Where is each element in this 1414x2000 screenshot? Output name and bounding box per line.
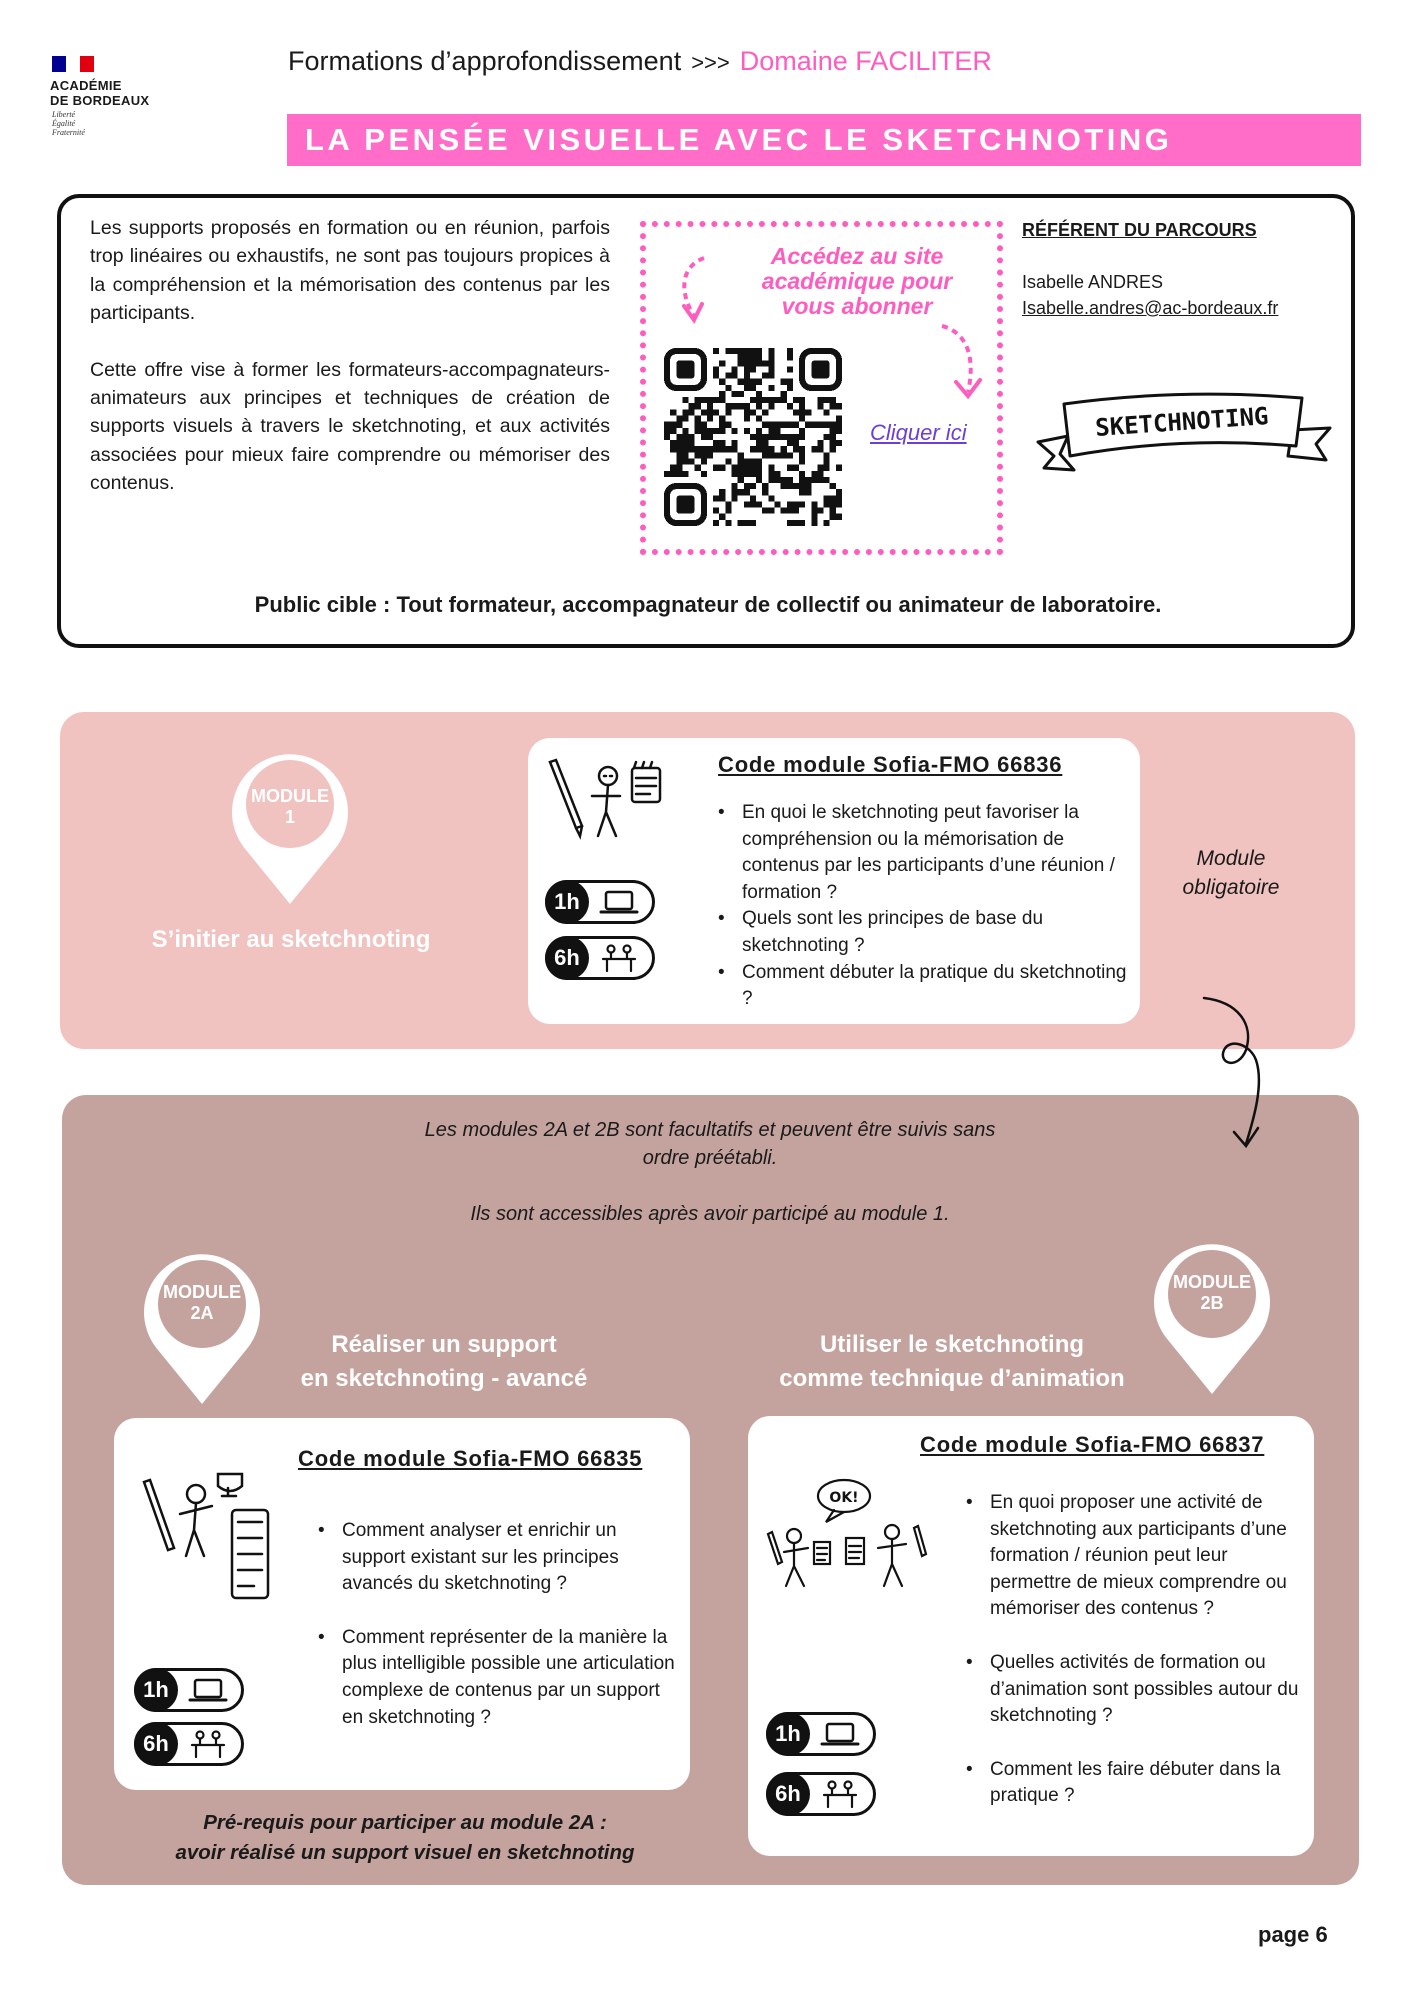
page-title-banner: LA PENSÉE VISUELLE AVEC LE SKETCHNOTING — [287, 114, 1361, 166]
classroom-icon — [820, 1779, 860, 1809]
ribbon-text: SKETCHNOTING — [1094, 401, 1270, 443]
module2a-code: Code module Sofia-FMO 66835 — [298, 1446, 643, 1471]
referent-email-link[interactable]: Isabelle.andres@ac-bordeaux.fr — [1022, 298, 1279, 318]
breadcrumb-formations: Formations d’approfondissement — [288, 46, 682, 76]
qr-finder-center — [676, 360, 694, 378]
referent-name: Isabelle ANDRES — [1022, 272, 1164, 292]
intro-paragraph-1: Les supports proposés en formation ou en réunion, parfois trop linéaires ou exhaustifs, ne sont pas toujours propices à la compréhension et la mémorisation des contenus par les participants. — [90, 217, 610, 325]
intro-paragraph-2: Cette offre vise à former les formateurs-accompagnateurs-animateurs aux principes et techniques de création de supports visuels à travers le sketchnoting, et aux activités associées pour mieux faire comprendre ou mémoriser des contenus. — [90, 358, 610, 495]
module2b-title: Utiliser le sketchnoting comme technique d’animation — [779, 1331, 1125, 1392]
module2a-pin-label: MODULE 2A — [163, 1282, 241, 1323]
list-item: • Comment débuter la pratique du sketchnoting ? — [710, 960, 1130, 1013]
laptop-icon — [820, 1719, 860, 1749]
classroom-icon — [188, 1729, 228, 1759]
looping-arrow-icon — [1198, 994, 1282, 1154]
list-item: • En quoi le sketchnoting peut favoriser la compréhension ou la mémorisation de contenus par les participants d’une réunion / formation ? — [710, 800, 1130, 906]
module1-pin-label: MODULE 1 — [251, 786, 329, 827]
academy-name: ACADÉMIE DE BORDEAUX — [50, 78, 150, 108]
module2a-prerequisite: Pré-requis pour participer au module 2A : avoir réalisé un support visuel en sketchnoting — [175, 1811, 635, 1864]
person-writing-icon — [546, 756, 676, 842]
module2b-code: Code module Sofia-FMO 66837 — [920, 1432, 1265, 1457]
module1-mandatory-note: Module obligatoire — [1182, 847, 1280, 899]
duration-badge-remote: 1h — [545, 880, 655, 924]
module1-code: Code module Sofia-FMO 66836 — [718, 752, 1063, 777]
target-audience: Public cible : Tout formateur, accompagnateur de collectif ou animateur de laboratoire. — [254, 592, 1162, 617]
breadcrumb — [288, 46, 992, 77]
qr-finder-center — [676, 495, 694, 513]
republic-motto: Liberté Égalité Fraternité — [52, 110, 85, 137]
laptop-icon — [188, 1675, 228, 1705]
page-number: page 6 — [1258, 1922, 1328, 1947]
list-item: • Quelles activités de formation ou d’animation sont possibles autour du sketchnoting ? — [958, 1650, 1314, 1730]
list-item: • Comment les faire débuter dans la pratique ? — [958, 1757, 1314, 1810]
speech-bubble-text: OK! — [829, 1490, 859, 1506]
republic-flag-logo — [52, 56, 94, 72]
qr-finder-center — [811, 360, 829, 378]
sketchnoting-ribbon-logo — [1030, 384, 1336, 484]
laptop-icon — [599, 887, 639, 917]
classroom-icon — [599, 943, 639, 973]
duration-badge-onsite: 6h — [134, 1722, 244, 1766]
qr-code-icon[interactable] — [664, 348, 842, 526]
module2a-title: Réaliser un support en sketchnoting - avancé — [300, 1331, 588, 1392]
list-item: • Comment représenter de la manière la plus intelligible possible une articulation complexe de contenus par un support en sketchnoting ? — [310, 1625, 682, 1731]
click-here-link[interactable]: Cliquer ici — [870, 420, 967, 445]
curved-arrow-down-icon — [676, 254, 716, 326]
list-item: • Comment analyser et enrichir un support existant sur les principes avancés du sketchnoting ? — [310, 1518, 682, 1598]
qr-title: Accédez au site académique pour vous abonner — [761, 243, 953, 319]
duration-badge-onsite: 6h — [545, 936, 655, 980]
sketchnoting-workshop-icon — [764, 1476, 942, 1596]
duration-badge-onsite: 6h — [766, 1772, 876, 1816]
duration-badge-remote: 1h — [134, 1668, 244, 1712]
module2-note: Les modules 2A et 2B sont facultatifs et peuvent être suivis sans ordre préétabli. Ils sont accessibles après avoir participé au module 1. — [424, 1119, 996, 1225]
person-presenting-icon — [138, 1466, 278, 1606]
module2b-pin-label: MODULE 2B — [1173, 1272, 1251, 1313]
module1-questions — [710, 800, 1130, 1013]
list-item: • En quoi proposer une activité de sketchnoting aux participants d’une formation / réunion peut leur permettre de mieux comprendre ou mémoriser des contenus ? — [958, 1490, 1314, 1623]
curved-arrow-down-right-icon — [936, 322, 988, 404]
list-item: • Quels sont les principes de base du sketchnoting ? — [710, 906, 1130, 959]
breadcrumb-domain: Domaine FACILITER — [739, 46, 992, 76]
duration-badge-remote: 1h — [766, 1712, 876, 1756]
module1-title: S’initier au sketchnoting — [151, 926, 431, 953]
intro-text — [90, 214, 610, 498]
module2b-questions — [958, 1490, 1314, 1810]
module2a-questions — [310, 1518, 682, 1731]
breadcrumb-separator: >>> — [691, 50, 730, 75]
referent-title: RÉFÉRENT DU PARCOURS — [1022, 220, 1257, 240]
